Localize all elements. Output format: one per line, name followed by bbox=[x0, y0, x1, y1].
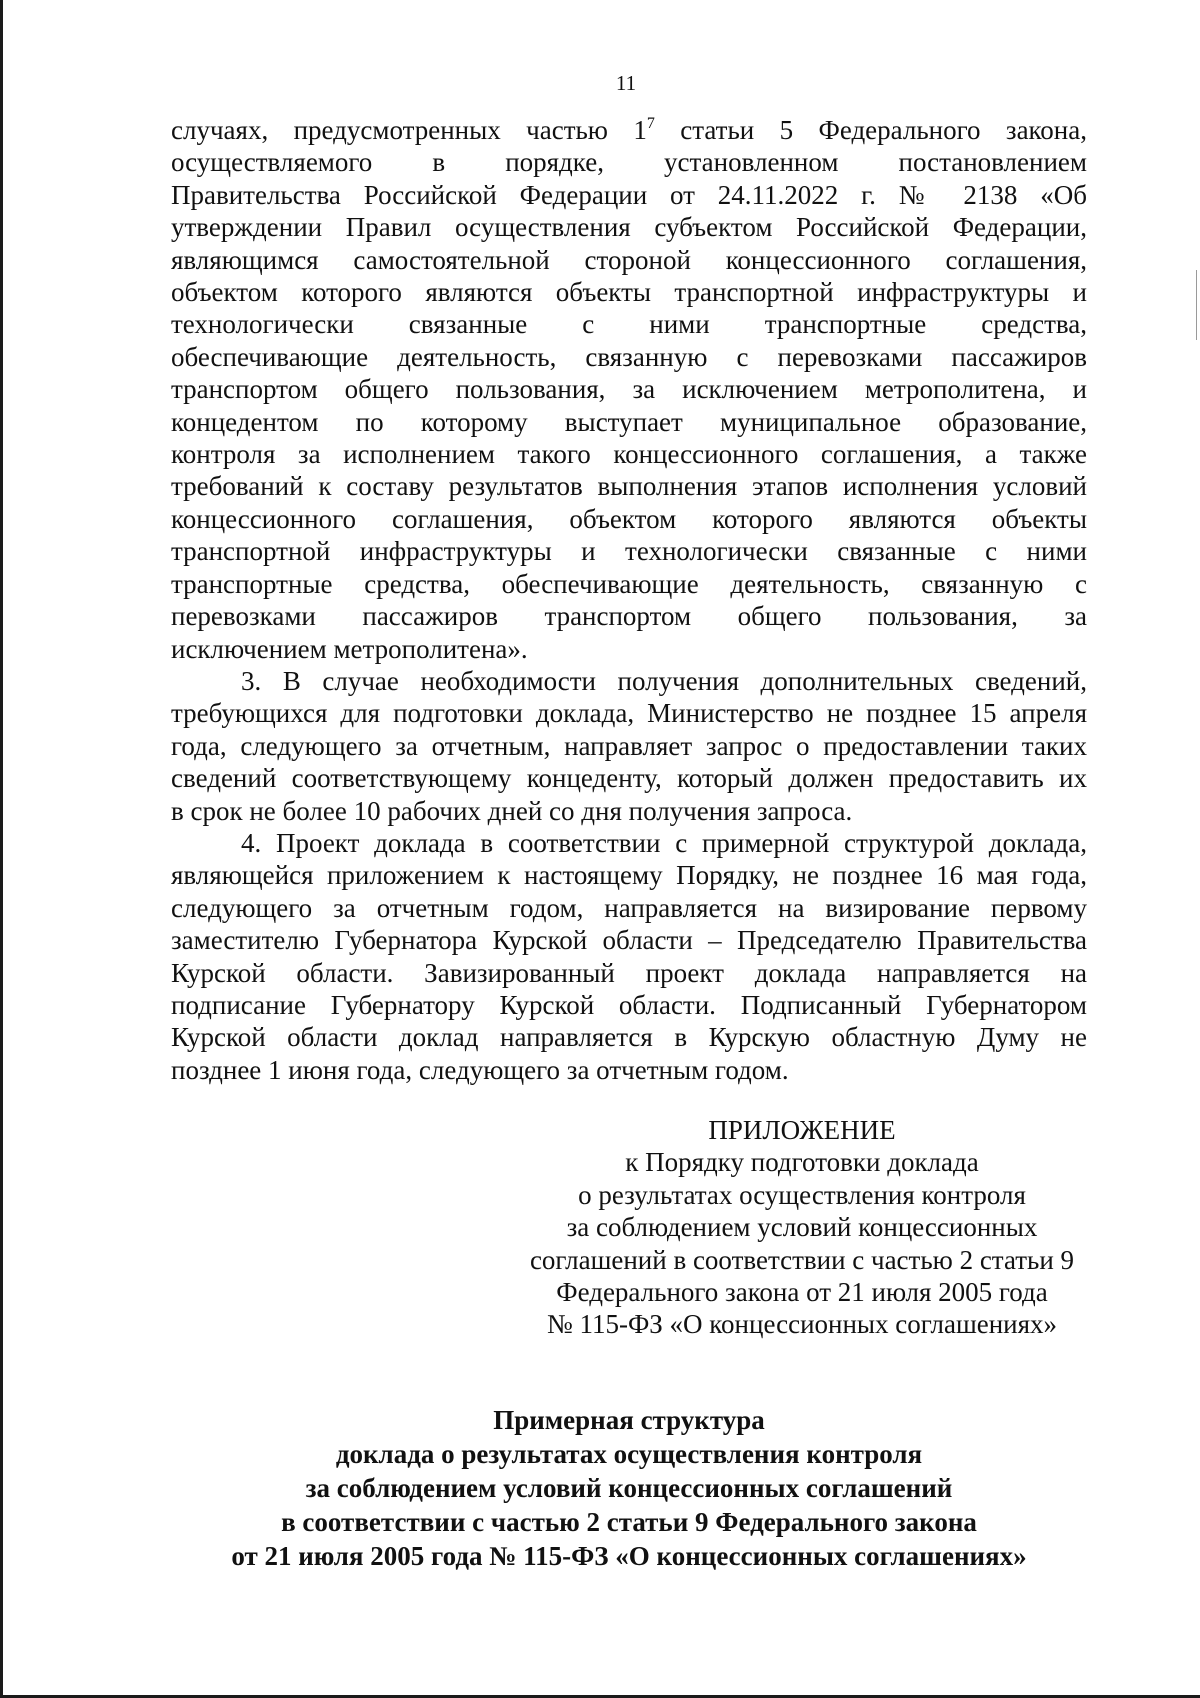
document-body bbox=[171, 114, 1087, 1086]
structure-title-line: Примерная структура bbox=[493, 1405, 765, 1435]
text-line: Курской области доклад направляется в Курскую областную Думу не bbox=[171, 1022, 1087, 1053]
continuation-paragraph bbox=[171, 114, 1087, 665]
text-line: требующихся для подготовки доклада, Министерство не позднее 15 апреля bbox=[171, 698, 1087, 729]
text-line: требований к составу результатов выполнения этапов исполнения условий bbox=[171, 471, 1087, 502]
paragraph-4 bbox=[171, 827, 1087, 1086]
appendix-line: за соблюдением условий концессионных bbox=[566, 1212, 1038, 1243]
text-line: случаях, предусмотренных частью $1^7$ статьи 5 Федерального закона, bbox=[171, 115, 1087, 145]
text-line: объектом которого являются объекты транспортной инфраструктуры и bbox=[171, 277, 1087, 308]
text-line: заместителю Губернатора Курской области – Председателю Правительства bbox=[171, 925, 1087, 956]
text-line: концедентом по которому выступает муниципальное образование, bbox=[171, 406, 1087, 437]
appendix-line: Федерального закона от 21 июля 2005 года bbox=[556, 1277, 1048, 1308]
text-line: транспортные средства, обеспечивающие деятельность, связанную с bbox=[171, 568, 1087, 599]
text-line: осуществляемого в порядке, установленном постановлением bbox=[171, 147, 1087, 178]
text-line: транспортом общего пользования, за исключением метрополитена, и bbox=[171, 374, 1087, 405]
text-line: исключением метрополитена». bbox=[171, 633, 528, 664]
scan-edge-right bbox=[1196, 270, 1197, 340]
scan-edge-left bbox=[0, 0, 3, 1698]
text-line: Правительства Российской Федерации от 24.11.2022 г. № 2138 «Об bbox=[171, 179, 1087, 210]
text-line: 3. В случае необходимости получения дополнительных сведений, bbox=[241, 665, 1087, 696]
appendix-heading: ПРИЛОЖЕНИЕ bbox=[708, 1115, 896, 1145]
appendix-line: соглашений в соответствии с частью 2 статьи 9 bbox=[529, 1244, 1075, 1275]
text-line: утверждении Правил осуществления субъектом Российской Федерации, bbox=[171, 212, 1087, 243]
text-line: сведений соответствующему концеденту, который должен предоставить их bbox=[171, 763, 1087, 794]
structure-title bbox=[171, 1403, 1087, 1573]
text-line: концессионного соглашения, объектом которого являются объекты bbox=[171, 503, 1087, 534]
text-line: в срок не более 10 рабочих дней со дня получения запроса. bbox=[171, 795, 853, 826]
text-line: обеспечивающие деятельность, связанную с перевозками пассажиров bbox=[171, 341, 1087, 372]
structure-title-line: в соответствии с частью 2 статьи 9 Федерального закона bbox=[281, 1507, 977, 1537]
text-line: технологически связанные с ними транспортные средства, bbox=[171, 309, 1087, 340]
text-line: являющейся приложением к настоящему Порядку, не позднее 16 мая года, bbox=[171, 860, 1087, 891]
text-line: следующего за отчетным годом, направляется на визирование первому bbox=[171, 892, 1087, 923]
text-line: 4. Проект доклада в соответствии с примерной структурой доклада, bbox=[241, 827, 1087, 858]
text-line: транспортной инфраструктуры и технологически связанные с ними bbox=[171, 536, 1087, 567]
appendix-line: № 115-ФЗ «О концессионных соглашениях» bbox=[546, 1309, 1058, 1340]
appendix-line: к Порядку подготовки доклада bbox=[625, 1147, 979, 1178]
text-line: перевозками пассажиров транспортом общего пользования, за bbox=[171, 601, 1087, 632]
structure-title-line: за соблюдением условий концессионных соглашений bbox=[305, 1473, 953, 1503]
page-number: 11 bbox=[615, 71, 637, 95]
paragraph-3 bbox=[171, 665, 1087, 827]
text-line: года, следующего за отчетным, направляет запрос о предоставлении таких bbox=[171, 730, 1087, 761]
text-line: подписание Губернатору Курской области. Подписанный Губернатором bbox=[171, 989, 1087, 1020]
structure-title-line: доклада о результатах осуществления контроля bbox=[335, 1439, 923, 1469]
text-line: Курской области. Завизированный проект доклада направляется на bbox=[171, 957, 1087, 988]
appendix-block bbox=[508, 1114, 1096, 1341]
text-line: являющимся самостоятельной стороной концессионного соглашения, bbox=[171, 244, 1087, 275]
superscript: 7 bbox=[646, 115, 655, 132]
text-line: позднее 1 июня года, следующего за отчетным годом. bbox=[171, 1054, 789, 1085]
appendix-line: о результатах осуществления контроля bbox=[578, 1179, 1026, 1210]
structure-title-line: от 21 июля 2005 года № 115-ФЗ «О концессионных соглашениях» bbox=[231, 1541, 1027, 1571]
text-line: контроля за исполнением такого концессионного соглашения, а также bbox=[171, 439, 1087, 470]
